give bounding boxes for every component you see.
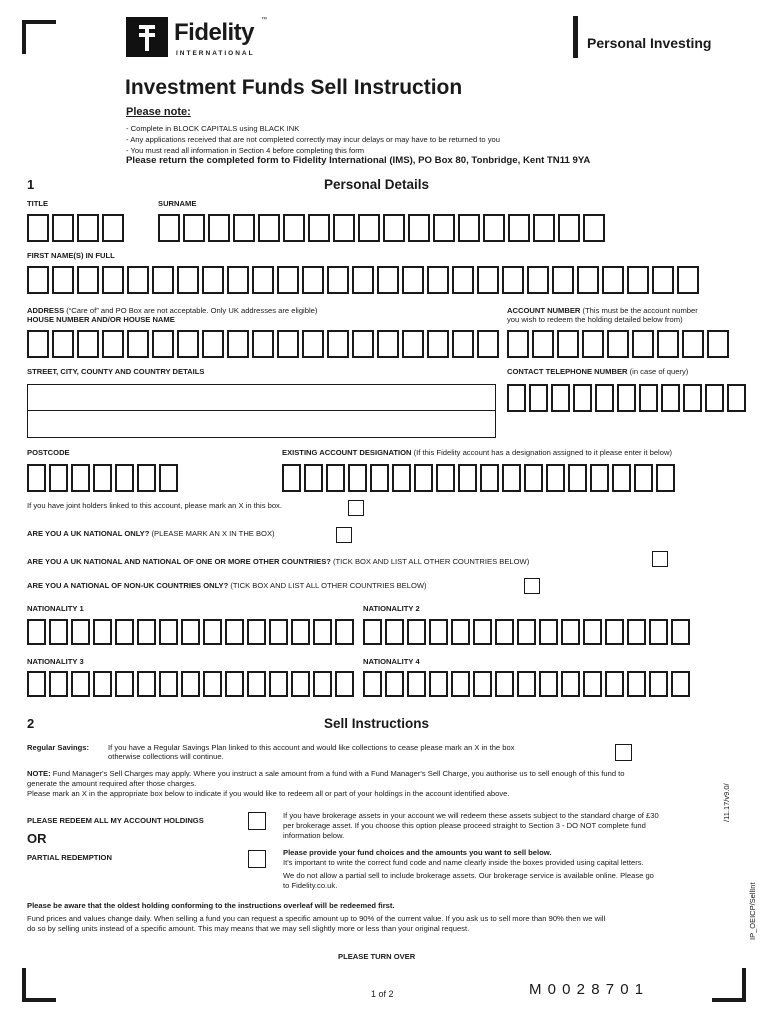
- char-box[interactable]: [137, 671, 156, 697]
- joint-holders-checkbox[interactable]: [348, 500, 364, 516]
- uk-other-question-note: (TICK BOX AND LIST ALL OTHER COUNTRIES BELOW): [330, 557, 530, 566]
- char-box[interactable]: [203, 619, 222, 645]
- char-box[interactable]: [502, 266, 524, 294]
- logo-f-icon: [126, 17, 168, 57]
- redeem-all-info: [283, 811, 659, 841]
- nationality-3-label: NATIONALITY 3: [27, 657, 84, 666]
- char-box[interactable]: [27, 619, 46, 645]
- char-box[interactable]: [605, 671, 624, 697]
- char-box[interactable]: [93, 464, 112, 492]
- char-box[interactable]: [137, 464, 156, 492]
- regular-savings-label: Regular Savings:: [27, 743, 90, 752]
- designation-label: [282, 448, 672, 457]
- char-box[interactable]: [683, 384, 702, 412]
- section-1-title: Personal Details: [324, 177, 430, 192]
- char-box[interactable]: [358, 214, 380, 242]
- char-box[interactable]: [202, 330, 224, 358]
- char-box[interactable]: [433, 214, 455, 242]
- char-box[interactable]: [582, 330, 604, 358]
- char-box[interactable]: [159, 671, 178, 697]
- char-box[interactable]: [177, 330, 199, 358]
- sell-charges-note-3: Please mark an X in the appropriate box below to indicate if you would like to redeem all or part of your holdings in the account identified above.: [27, 789, 510, 798]
- street-field-1[interactable]: [27, 384, 496, 411]
- nationality-4-label: NATIONALITY 4: [363, 657, 420, 666]
- char-box[interactable]: [452, 330, 474, 358]
- brand-trademark: ™: [261, 17, 267, 23]
- title-label: TITLE: [27, 199, 49, 208]
- char-box[interactable]: [427, 330, 449, 358]
- char-box[interactable]: [227, 330, 249, 358]
- char-box[interactable]: [333, 214, 355, 242]
- char-box[interactable]: [252, 330, 274, 358]
- char-box[interactable]: [524, 464, 543, 492]
- char-box[interactable]: [671, 671, 690, 697]
- char-box[interactable]: [352, 330, 374, 358]
- oldest-holding-note: Please be aware that the oldest holding conforming to the instructions overleaf will be redeemed first.: [27, 901, 395, 910]
- fund-prices-note: [27, 914, 605, 934]
- char-box[interactable]: [203, 671, 222, 697]
- char-box[interactable]: [77, 266, 99, 294]
- char-box[interactable]: [269, 671, 288, 697]
- char-box[interactable]: [302, 266, 324, 294]
- char-box[interactable]: [517, 671, 536, 697]
- regular-savings-text: If you have a Regular Savings Plan linked to this account and would like collections to cease please mark an X in the box: [108, 743, 515, 752]
- address-label-note: (“Care of” and PO Box are not acceptable. Only UK addresses are eligible): [64, 306, 318, 315]
- char-box[interactable]: [458, 214, 480, 242]
- char-box[interactable]: [557, 330, 579, 358]
- char-box[interactable]: [429, 619, 448, 645]
- char-box[interactable]: [573, 384, 592, 412]
- char-box[interactable]: [252, 266, 274, 294]
- crop-mark-bl-h: [22, 998, 56, 1002]
- char-box[interactable]: [277, 266, 299, 294]
- char-box[interactable]: [539, 671, 558, 697]
- account-number-boxes[interactable]: [507, 330, 732, 358]
- brand-name: Fidelity: [174, 19, 255, 46]
- char-box[interactable]: [181, 619, 200, 645]
- designation-boxes[interactable]: [282, 464, 678, 492]
- section-1-number: 1: [27, 177, 35, 192]
- char-box[interactable]: [583, 619, 602, 645]
- char-box[interactable]: [392, 464, 411, 492]
- char-box[interactable]: [533, 214, 555, 242]
- char-box[interactable]: [657, 330, 679, 358]
- char-box[interactable]: [583, 214, 605, 242]
- char-box[interactable]: [452, 266, 474, 294]
- char-box[interactable]: [102, 330, 124, 358]
- char-box[interactable]: [233, 214, 255, 242]
- char-box[interactable]: [71, 464, 90, 492]
- char-box[interactable]: [377, 266, 399, 294]
- char-box[interactable]: [282, 464, 301, 492]
- char-box[interactable]: [313, 619, 332, 645]
- char-box[interactable]: [335, 619, 354, 645]
- char-box[interactable]: [508, 214, 530, 242]
- note-list: [126, 123, 500, 156]
- char-box[interactable]: [313, 671, 332, 697]
- non-uk-question-note: (TICK BOX AND LIST ALL OTHER COUNTRIES BELOW): [228, 581, 427, 590]
- phone-label-bold: CONTACT TELEPHONE NUMBER: [507, 367, 628, 376]
- crop-mark-bl-v: [22, 968, 26, 1002]
- phone-label-note: (in case of query): [627, 367, 689, 376]
- char-box[interactable]: [363, 671, 382, 697]
- fund-prices-line: Fund prices and values change daily. When selling a fund you can request a specific amount up to 90% of the current value. If you ask us to sell more than 90% then we will: [27, 914, 606, 923]
- char-box[interactable]: [507, 330, 529, 358]
- char-box[interactable]: [269, 619, 288, 645]
- char-box[interactable]: [407, 671, 426, 697]
- char-box[interactable]: [102, 214, 124, 242]
- char-box[interactable]: [727, 384, 746, 412]
- form-code: M 0 0 2 8 7 0 1: [529, 981, 645, 998]
- redeem-all-info-line: If you have brokerage assets in your account we will redeem these assets subject to the standard charge of £30: [283, 811, 659, 820]
- first-names-label: FIRST NAME(S) IN FULL: [27, 251, 115, 260]
- char-box[interactable]: [327, 330, 349, 358]
- char-box[interactable]: [590, 464, 609, 492]
- redeem-all-info-line: per brokerage asset. If you choose this option please proceed straight to Section 3 - DO NOT complete fund: [283, 821, 646, 830]
- char-box[interactable]: [414, 464, 433, 492]
- char-box[interactable]: [473, 619, 492, 645]
- or-label: OR: [27, 831, 47, 846]
- non-uk-checkbox[interactable]: [524, 578, 540, 594]
- phone-label: [507, 367, 688, 376]
- partial-info-bold: Please provide your fund choices and the amounts you want to sell below.: [283, 848, 552, 857]
- char-box[interactable]: [71, 671, 90, 697]
- char-box[interactable]: [208, 214, 230, 242]
- char-box[interactable]: [407, 619, 426, 645]
- non-uk-question-bold: ARE YOU A NATIONAL OF NON-UK COUNTRIES ONLY?: [27, 581, 229, 590]
- street-label: STREET, CITY, COUNTY AND COUNTRY DETAILS: [27, 367, 205, 376]
- section-2-number: 2: [27, 716, 35, 731]
- char-box[interactable]: [583, 671, 602, 697]
- char-box[interactable]: [652, 266, 674, 294]
- char-box[interactable]: [539, 619, 558, 645]
- char-box[interactable]: [408, 214, 430, 242]
- char-box[interactable]: [352, 266, 374, 294]
- char-box[interactable]: [291, 671, 310, 697]
- account-label-bold: ACCOUNT NUMBER: [507, 306, 581, 315]
- nationality-1-boxes[interactable]: [27, 619, 357, 645]
- char-box[interactable]: [227, 266, 249, 294]
- uk-other-question: [27, 557, 529, 566]
- char-box[interactable]: [102, 266, 124, 294]
- crop-mark-tr-v: [573, 16, 578, 58]
- account-label-note: (This must be the account number: [580, 306, 698, 315]
- char-box[interactable]: [363, 619, 382, 645]
- char-box[interactable]: [158, 214, 180, 242]
- note-heading: Please note:: [126, 106, 191, 118]
- char-box[interactable]: [568, 464, 587, 492]
- char-box[interactable]: [677, 266, 699, 294]
- char-box[interactable]: [595, 384, 614, 412]
- char-box[interactable]: [152, 266, 174, 294]
- surname-boxes[interactable]: [158, 214, 608, 242]
- sell-charges-note-bold: NOTE:: [27, 769, 51, 778]
- char-box[interactable]: [639, 384, 658, 412]
- char-box[interactable]: [302, 330, 324, 358]
- char-box[interactable]: [27, 266, 49, 294]
- note-line: - Any applications received that are not completed correctly may incur delays or may have to be returned to you: [126, 135, 500, 144]
- char-box[interactable]: [71, 619, 90, 645]
- designation-label-note: (If this Fidelity account has a designation assigned to it please enter it below): [411, 448, 672, 457]
- char-box[interactable]: [49, 464, 68, 492]
- char-box[interactable]: [52, 214, 74, 242]
- char-box[interactable]: [477, 266, 499, 294]
- char-box[interactable]: [649, 671, 668, 697]
- char-box[interactable]: [137, 619, 156, 645]
- char-box[interactable]: [27, 464, 46, 492]
- char-box[interactable]: [649, 619, 668, 645]
- surname-label: SURNAME: [158, 199, 197, 208]
- char-box[interactable]: [277, 330, 299, 358]
- side-code: IP_OEICP/SellInt: [748, 882, 757, 940]
- char-box[interactable]: [682, 330, 704, 358]
- char-box[interactable]: [202, 266, 224, 294]
- char-box[interactable]: [93, 619, 112, 645]
- first-names-boxes[interactable]: [27, 266, 702, 294]
- char-box[interactable]: [705, 384, 724, 412]
- char-box[interactable]: [551, 384, 570, 412]
- char-box[interactable]: [527, 266, 549, 294]
- char-box[interactable]: [127, 330, 149, 358]
- char-box[interactable]: [258, 214, 280, 242]
- char-box[interactable]: [429, 671, 448, 697]
- partial-info-line: We do not allow a partial sell to include brokerage assets. Our brokerage service is available online. Please go: [283, 871, 654, 880]
- char-box[interactable]: [247, 619, 266, 645]
- char-box[interactable]: [402, 266, 424, 294]
- turn-over-label: PLEASE TURN OVER: [338, 952, 416, 961]
- char-box[interactable]: [247, 671, 266, 697]
- char-box[interactable]: [383, 214, 405, 242]
- char-box[interactable]: [27, 671, 46, 697]
- char-box[interactable]: [327, 266, 349, 294]
- char-box[interactable]: [451, 671, 470, 697]
- side-version: /11.17/v9.0/: [722, 783, 731, 822]
- brand-subtitle: INTERNATIONAL: [176, 50, 255, 57]
- char-box[interactable]: [552, 266, 574, 294]
- char-box[interactable]: [634, 464, 653, 492]
- char-box[interactable]: [93, 671, 112, 697]
- char-box[interactable]: [291, 619, 310, 645]
- crop-mark-br-h: [712, 998, 746, 1002]
- joint-holders-text: If you have joint holders linked to this account, please mark an X in this box.: [27, 501, 282, 510]
- nationality-1-label: NATIONALITY 1: [27, 604, 84, 613]
- char-box[interactable]: [159, 464, 178, 492]
- fidelity-logo: [126, 17, 286, 61]
- char-box[interactable]: [546, 464, 565, 492]
- phone-boxes[interactable]: [507, 384, 749, 412]
- uk-only-question-note: (PLEASE MARK AN X IN THE BOX): [149, 529, 275, 538]
- char-box[interactable]: [532, 330, 554, 358]
- char-box[interactable]: [605, 619, 624, 645]
- account-label-line2: you wish to redeem the holding detailed below from): [507, 315, 683, 324]
- section-2-title: Sell Instructions: [324, 716, 430, 731]
- char-box[interactable]: [458, 464, 477, 492]
- char-box[interactable]: [627, 671, 646, 697]
- nationality-2-boxes[interactable]: [363, 619, 693, 645]
- char-box[interactable]: [152, 330, 174, 358]
- char-box[interactable]: [477, 330, 499, 358]
- fund-prices-line: do so by selling units instead of a specific amount. This may means that we may sell slightly more or less than your original request.: [27, 924, 470, 933]
- char-box[interactable]: [436, 464, 455, 492]
- char-box[interactable]: [402, 330, 424, 358]
- char-box[interactable]: [27, 330, 49, 358]
- char-box[interactable]: [283, 214, 305, 242]
- char-box[interactable]: [52, 266, 74, 294]
- char-box[interactable]: [602, 266, 624, 294]
- char-box[interactable]: [607, 330, 629, 358]
- char-box[interactable]: [561, 619, 580, 645]
- char-box[interactable]: [661, 384, 680, 412]
- return-address: Please return the completed form to Fidelity International (IMS), PO Box 80, Tonbridge, Kent TN11 9YA: [126, 155, 591, 166]
- non-uk-question: [27, 581, 427, 590]
- char-box[interactable]: [49, 671, 68, 697]
- title-boxes[interactable]: [27, 214, 127, 242]
- char-box[interactable]: [561, 671, 580, 697]
- char-box[interactable]: [483, 214, 505, 242]
- partial-redemption-label: PARTIAL REDEMPTION: [27, 853, 112, 862]
- product-name: Personal Investing: [587, 35, 712, 51]
- char-box[interactable]: [348, 464, 367, 492]
- street-field-2[interactable]: [27, 411, 496, 438]
- note-line: - You must read all information in Section 4 before completing this form: [126, 146, 365, 155]
- redeem-all-label: PLEASE REDEEM ALL MY ACCOUNT HOLDINGS: [27, 816, 204, 825]
- uk-other-checkbox[interactable]: [652, 551, 668, 567]
- char-box[interactable]: [517, 619, 536, 645]
- account-label: [507, 306, 698, 315]
- char-box[interactable]: [495, 619, 514, 645]
- partial-info-line: to Fidelity.co.uk.: [283, 881, 338, 890]
- char-box[interactable]: [656, 464, 675, 492]
- char-box[interactable]: [671, 619, 690, 645]
- note-line: - Complete in BLOCK CAPITALS using BLACK INK: [126, 124, 300, 133]
- char-box[interactable]: [77, 330, 99, 358]
- char-box[interactable]: [617, 384, 636, 412]
- nationality-4-boxes[interactable]: [363, 671, 693, 697]
- crop-mark-tl-v: [22, 20, 26, 54]
- char-box[interactable]: [427, 266, 449, 294]
- house-label: HOUSE NUMBER AND/OR HOUSE NAME: [27, 315, 175, 324]
- uk-only-question-bold: ARE YOU A UK NATIONAL ONLY?: [27, 529, 150, 538]
- char-box[interactable]: [115, 464, 134, 492]
- char-box[interactable]: [115, 619, 134, 645]
- uk-other-question-bold: ARE YOU A UK NATIONAL AND NATIONAL OF ONE OR MORE OTHER COUNTRIES?: [27, 557, 331, 566]
- partial-redemption-checkbox[interactable]: [248, 850, 266, 868]
- crop-mark-tl-h: [22, 20, 56, 24]
- char-box[interactable]: [159, 619, 178, 645]
- page-number: 1 of 2: [371, 989, 394, 999]
- redeem-all-info-line: information below.: [283, 831, 345, 840]
- house-boxes[interactable]: [27, 330, 502, 358]
- char-box[interactable]: [495, 671, 514, 697]
- char-box[interactable]: [507, 384, 526, 412]
- partial-info-line: It's important to write the correct fund code and name clearly inside the boxes provided using capital letters.: [283, 858, 644, 867]
- char-box[interactable]: [632, 330, 654, 358]
- char-box[interactable]: [225, 671, 244, 697]
- char-box[interactable]: [385, 671, 404, 697]
- uk-only-question: [27, 529, 275, 538]
- crop-mark-br-v: [742, 968, 746, 1002]
- char-box[interactable]: [77, 214, 99, 242]
- char-box[interactable]: [177, 266, 199, 294]
- char-box[interactable]: [326, 464, 345, 492]
- char-box[interactable]: [181, 671, 200, 697]
- char-box[interactable]: [558, 214, 580, 242]
- redeem-all-checkbox[interactable]: [248, 812, 266, 830]
- page-title: Investment Funds Sell Instruction: [125, 76, 463, 99]
- char-box[interactable]: [27, 214, 49, 242]
- char-box[interactable]: [502, 464, 521, 492]
- char-box[interactable]: [52, 330, 74, 358]
- partial-info: [283, 848, 654, 891]
- char-box[interactable]: [627, 619, 646, 645]
- sell-charges-note-2: generate the amount required after those charges.: [27, 779, 197, 788]
- char-box[interactable]: [115, 671, 134, 697]
- char-box[interactable]: [335, 671, 354, 697]
- char-box[interactable]: [480, 464, 499, 492]
- char-box[interactable]: [308, 214, 330, 242]
- char-box[interactable]: [225, 619, 244, 645]
- char-box[interactable]: [183, 214, 205, 242]
- nationality-2-label: NATIONALITY 2: [363, 604, 420, 613]
- char-box[interactable]: [577, 266, 599, 294]
- char-box[interactable]: [612, 464, 631, 492]
- regular-savings-checkbox[interactable]: [615, 744, 632, 761]
- postcode-boxes[interactable]: [27, 464, 181, 492]
- sell-charges-note: [27, 769, 625, 778]
- nationality-3-boxes[interactable]: [27, 671, 357, 697]
- uk-only-checkbox[interactable]: [336, 527, 352, 543]
- char-box[interactable]: [451, 619, 470, 645]
- char-box[interactable]: [49, 619, 68, 645]
- char-box[interactable]: [304, 464, 323, 492]
- fidelity-logo-mark: [126, 17, 168, 57]
- char-box[interactable]: [385, 619, 404, 645]
- char-box[interactable]: [627, 266, 649, 294]
- char-box[interactable]: [127, 266, 149, 294]
- sell-charges-note-text: Fund Manager's Sell Charges may apply. Where you instruct a sale amount from a fund with a Fund Manager's Sell Charge, you authorise us to sell enough of this fund to: [50, 769, 625, 778]
- char-box[interactable]: [370, 464, 389, 492]
- regular-savings-text-2: otherwise collections will continue.: [108, 752, 224, 761]
- char-box[interactable]: [529, 384, 548, 412]
- char-box[interactable]: [377, 330, 399, 358]
- designation-label-bold: EXISTING ACCOUNT DESIGNATION: [282, 448, 412, 457]
- address-label-bold: ADDRESS: [27, 306, 65, 315]
- postcode-label: POSTCODE: [27, 448, 70, 457]
- address-label: [27, 306, 317, 315]
- char-box[interactable]: [707, 330, 729, 358]
- char-box[interactable]: [473, 671, 492, 697]
